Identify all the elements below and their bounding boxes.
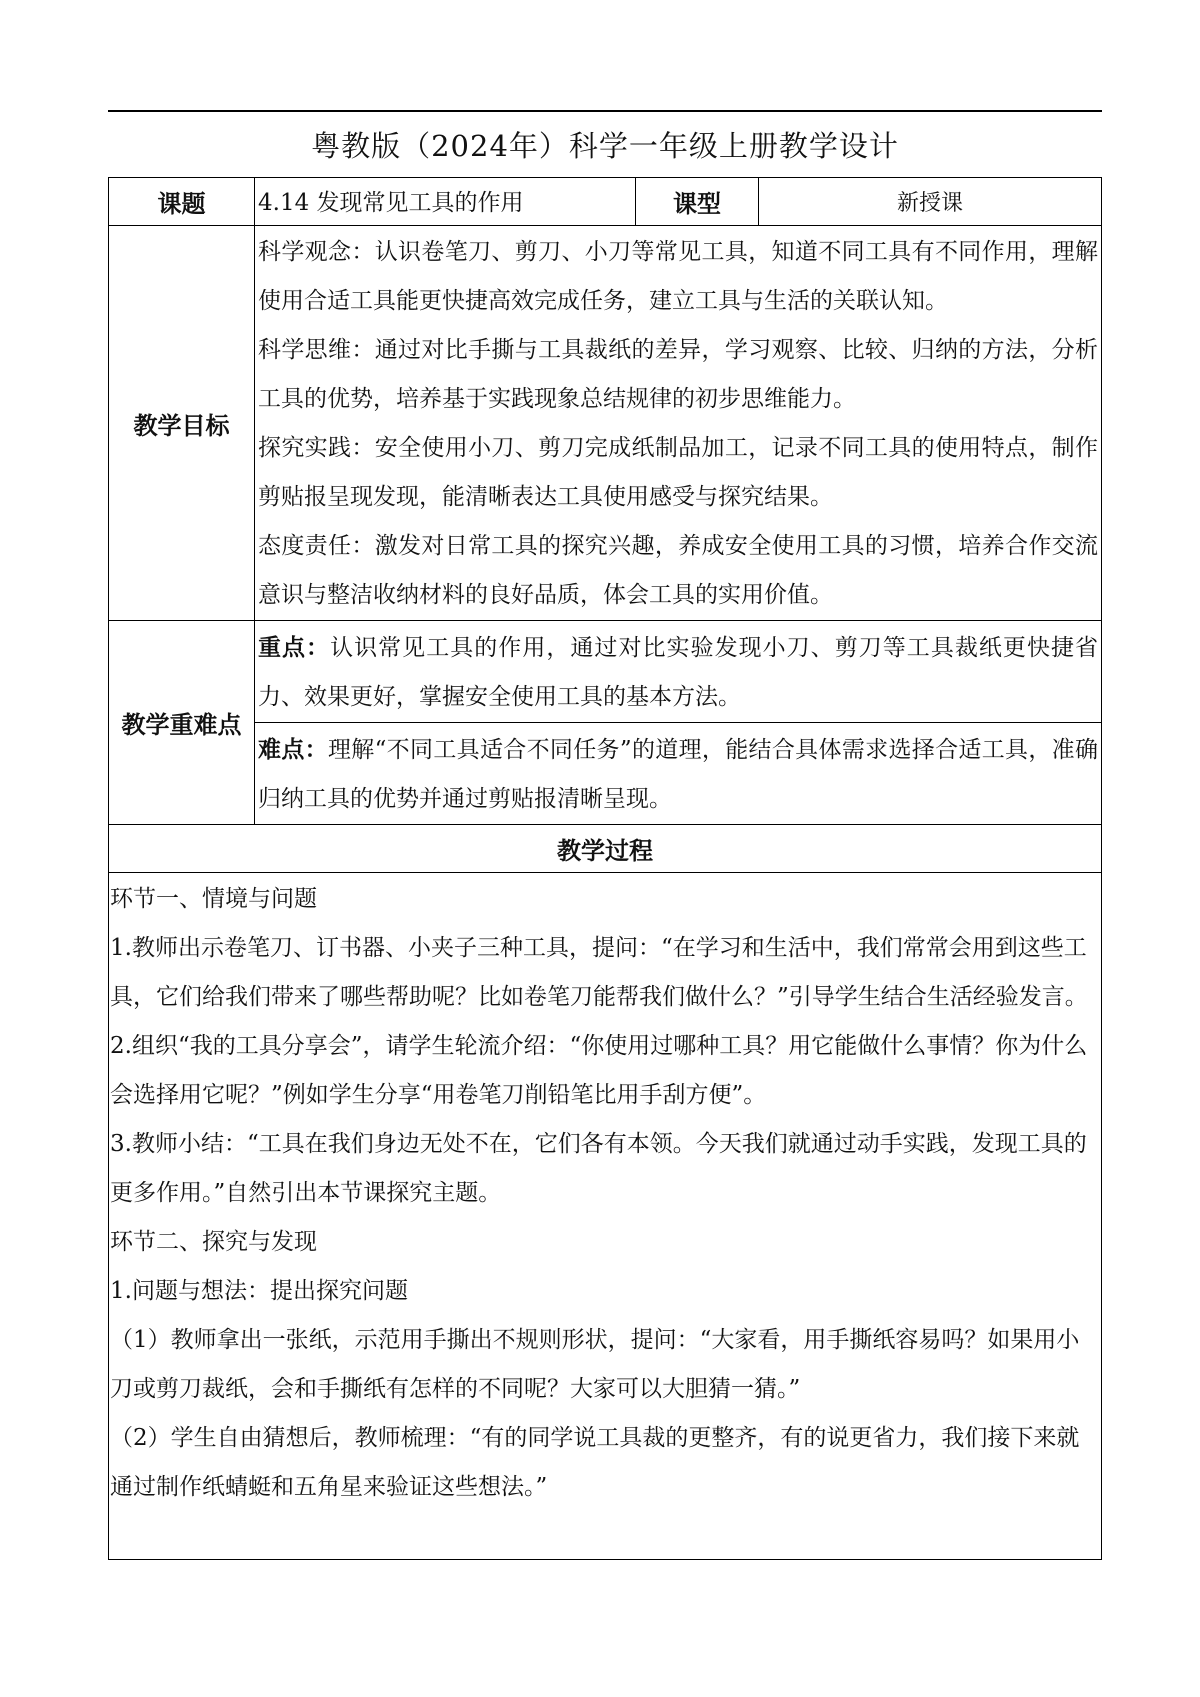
top-rule bbox=[108, 110, 1102, 112]
process-step: （2）学生自由猜想后，教师梳理：“有的同学说工具裁的更整齐，有的说更省力，我们接下来就通过制作纸蜻蜓和五角星来验证这些想法。” bbox=[110, 1425, 1080, 1500]
process-section-title: 环节一、情境与问题 bbox=[110, 886, 317, 912]
process-step: 3.教师小结：“工具在我们身边无处不在，它们各有本领。今天我们就通过动手实践，发现工具的更多作用。”自然引出本节课探究主题。 bbox=[110, 1131, 1087, 1206]
process-step: （1）教师拿出一张纸，示范用手撕出不规则形状，提问：“大家看，用手撕纸容易吗？如果用小刀或剪刀裁纸，会和手撕纸有怎样的不同呢？大家可以大胆猜一猜。” bbox=[110, 1327, 1080, 1402]
objectives-row bbox=[109, 226, 1102, 621]
objective-item: 探究实践：安全使用小刀、剪刀完成纸制品加工，记录不同工具的使用特点，制作剪贴报呈现发现，能清晰表达工具使用感受与探究结果。 bbox=[258, 435, 1098, 510]
focus-text: 认识常见工具的作用，通过对比实验发现小刀、剪刀等工具裁纸更快捷省力、效果更好，掌握安全使用工具的基本方法。 bbox=[258, 635, 1099, 710]
focus-row bbox=[109, 621, 1102, 723]
difficulty-row bbox=[109, 723, 1102, 825]
objectives-content bbox=[255, 226, 1102, 621]
objective-item: 科学思维：通过对比手撕与工具裁纸的差异，学习观察、比较、归纳的方法，分析工具的优势，培养基于实践现象总结规律的初步思维能力。 bbox=[258, 337, 1098, 412]
objective-item: 态度责任：激发对日常工具的探究兴趣，养成安全使用工具的习惯，培养合作交流意识与整洁收纳材料的良好品质，体会工具的实用价值。 bbox=[258, 533, 1098, 608]
header-row bbox=[109, 178, 1102, 226]
objective-item: 科学观念：认识卷笔刀、剪刀、小刀等常见工具，知道不同工具有不同作用，理解使用合适工具能更快捷高效完成任务，建立工具与生活的关联认知。 bbox=[258, 239, 1098, 314]
type-label: 课型 bbox=[636, 178, 759, 226]
difficulty-text: 理解“不同工具适合不同任务”的道理，能结合具体需求选择合适工具，准确归纳工具的优势并通过剪贴报清晰呈现。 bbox=[258, 737, 1098, 812]
process-step: 2.组织“我的工具分享会”，请学生轮流介绍：“你使用过哪种工具？用它能做什么事情？你为什么会选择用它呢？”例如学生分享“用卷笔刀削铅笔比用手刮方便”。 bbox=[110, 1033, 1088, 1108]
topic-label: 课题 bbox=[109, 178, 255, 226]
process-row bbox=[109, 873, 1102, 1560]
objectives-label: 教学目标 bbox=[109, 226, 255, 621]
key-points-label: 教学重难点 bbox=[109, 621, 255, 825]
process-step: 1.教师出示卷笔刀、订书器、小夹子三种工具，提问：“在学习和生活中，我们常常会用到这些工具，它们给我们带来了哪些帮助呢？比如卷笔刀能帮我们做什么？”引导学生结合生活经验发言。 bbox=[110, 935, 1088, 1010]
lesson-plan-table bbox=[108, 177, 1102, 1560]
focus-content bbox=[255, 621, 1102, 723]
process-section-title: 环节二、探究与发现 bbox=[110, 1229, 317, 1255]
focus-label: 重点： bbox=[258, 634, 331, 661]
process-heading-row bbox=[109, 825, 1102, 873]
type-value: 新授课 bbox=[759, 178, 1102, 226]
difficulty-content bbox=[255, 723, 1102, 825]
topic-value: 4.14 发现常见工具的作用 bbox=[255, 178, 636, 226]
process-step: 1.问题与想法：提出探究问题 bbox=[110, 1278, 408, 1304]
page-title: 粤教版（2024年）科学一年级上册教学设计 bbox=[311, 129, 899, 163]
difficulty-label: 难点： bbox=[258, 736, 328, 763]
process-heading: 教学过程 bbox=[109, 825, 1102, 873]
process-content bbox=[109, 873, 1102, 1560]
